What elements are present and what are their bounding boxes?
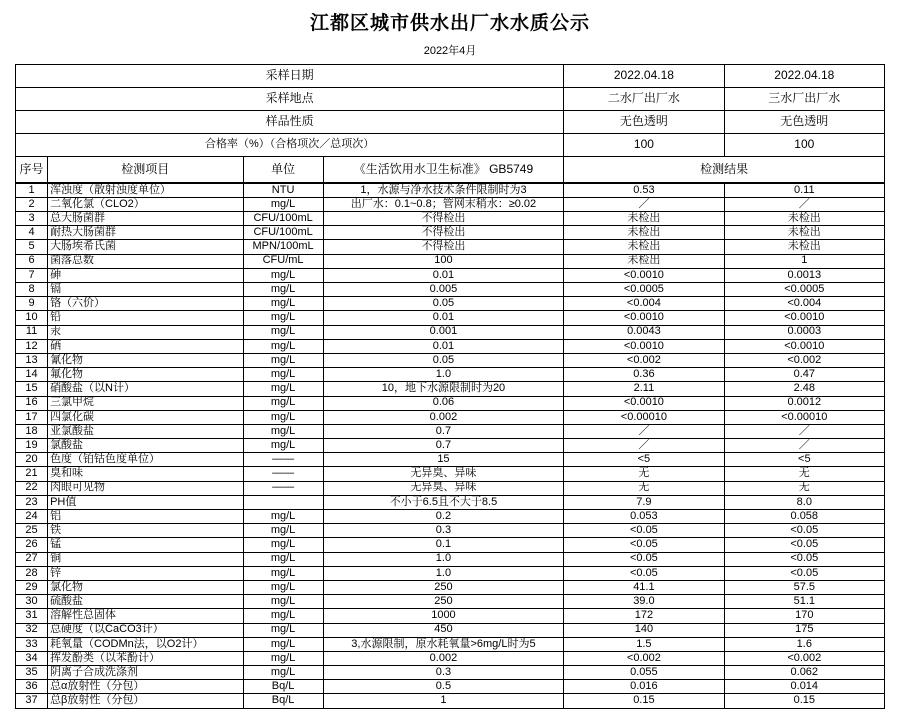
cell-result-plant3: ／ [724,439,884,453]
cell-result-plant2: 140 [564,623,724,637]
cell-item: 总大肠菌群 [48,212,243,226]
table-row [16,212,885,226]
cell-standard: 10，地下水源限制时为20 [323,382,564,396]
cell-item: 四氯化碳 [48,410,243,424]
cell-unit: mg/L [243,580,323,594]
table-body [16,64,885,182]
cell-index: 24 [16,510,48,524]
cell-result-plant3: 0.11 [724,183,884,197]
cell-standard: 0.3 [323,666,564,680]
cell-result-plant3: <0.00010 [724,410,884,424]
cell-index: 3 [16,212,48,226]
cell-result-plant2: 未检出 [564,254,724,268]
column-header-item: 检测项目 [48,156,243,182]
cell-result-plant2: <0.05 [564,552,724,566]
cell-standard: 15 [323,453,564,467]
cell-index: 30 [16,595,48,609]
cell-result-plant3: ／ [724,197,884,211]
cell-unit: mg/L [243,311,323,325]
cell-unit: mg/L [243,410,323,424]
cell-unit: mg/L [243,197,323,211]
cell-standard: 0.05 [323,297,564,311]
cell-item: 硫酸盐 [48,595,243,609]
cell-result-plant3: <0.0010 [724,339,884,353]
table-row [16,226,885,240]
cell-result-plant2: 2.11 [564,382,724,396]
cell-result-plant3: <0.05 [724,538,884,552]
cell-result-plant3: <0.05 [724,552,884,566]
cell-item: 总α放射性（分包） [48,680,243,694]
header-value-plant2: 无色透明 [564,110,724,133]
cell-item: 三氯甲烷 [48,396,243,410]
header-value-plant2: 100 [564,133,724,156]
cell-unit: mg/L [243,552,323,566]
cell-result-plant3: 57.5 [724,580,884,594]
cell-item: 硒 [48,339,243,353]
cell-index: 19 [16,439,48,453]
cell-index: 22 [16,481,48,495]
cell-standard: 100 [323,254,564,268]
cell-index: 29 [16,580,48,594]
cell-standard: 0.2 [323,510,564,524]
table-row [16,609,885,623]
cell-result-plant2: ／ [564,439,724,453]
cell-item: 铬（六价） [48,297,243,311]
header-row-sampling-date [16,64,885,87]
table-row [16,283,885,297]
cell-index: 1 [16,183,48,197]
cell-result-plant3: 0.15 [724,694,884,708]
cell-unit: mg/L [243,623,323,637]
cell-standard: 250 [323,595,564,609]
cell-index: 12 [16,339,48,353]
cell-standard: 3,水源限制，原水耗氧量>6mg/L时为5 [323,637,564,651]
cell-index: 35 [16,666,48,680]
cell-unit: mg/L [243,283,323,297]
cell-item: 氰化物 [48,353,243,367]
header-row-pass-rate [16,133,885,156]
cell-unit: MPN/100mL [243,240,323,254]
cell-result-plant2: 7.9 [564,495,724,509]
cell-unit: mg/L [243,524,323,538]
cell-result-plant3: 无 [724,481,884,495]
cell-index: 17 [16,410,48,424]
cell-index: 15 [16,382,48,396]
cell-standard: 0.3 [323,524,564,538]
cell-item: 二氧化氯（CLO2） [48,197,243,211]
cell-item: 锰 [48,538,243,552]
cell-result-plant2: 0.016 [564,680,724,694]
cell-result-plant3: 8.0 [724,495,884,509]
cell-item: 铝 [48,510,243,524]
cell-standard: 0.5 [323,680,564,694]
cell-unit: mg/L [243,637,323,651]
cell-unit: —— [243,453,323,467]
cell-result-plant2: 41.1 [564,580,724,594]
table-row [16,623,885,637]
header-label: 样品性质 [16,110,564,133]
table-row [16,552,885,566]
table-row [16,368,885,382]
cell-unit: mg/L [243,510,323,524]
cell-result-plant2: 0.053 [564,510,724,524]
cell-result-plant2: 0.0043 [564,325,724,339]
cell-result-plant3: 0.0012 [724,396,884,410]
cell-result-plant3: 1 [724,254,884,268]
cell-result-plant2: <0.002 [564,651,724,665]
cell-result-plant3: <5 [724,453,884,467]
cell-standard: 不得检出 [323,240,564,254]
cell-index: 20 [16,453,48,467]
header-row-sampling-location [16,87,885,110]
cell-unit: mg/L [243,595,323,609]
cell-item: 大肠埃希氏菌 [48,240,243,254]
cell-standard: 0.002 [323,651,564,665]
cell-index: 18 [16,424,48,438]
table-row [16,410,885,424]
cell-index: 23 [16,495,48,509]
cell-result-plant3: 0.47 [724,368,884,382]
cell-unit: —— [243,467,323,481]
cell-standard: 1，水源与净水技术条件限制时为3 [323,183,564,197]
cell-result-plant2: 1.5 [564,637,724,651]
cell-item: 氟化物 [48,368,243,382]
cell-standard: 0.01 [323,311,564,325]
cell-index: 13 [16,353,48,367]
cell-item: 臭和味 [48,467,243,481]
cell-standard: 1.0 [323,566,564,580]
cell-unit: mg/L [243,439,323,453]
table-row [16,183,885,197]
cell-result-plant3: 未检出 [724,212,884,226]
cell-result-plant2: 无 [564,467,724,481]
cell-standard: 0.002 [323,410,564,424]
cell-standard: 不得检出 [323,226,564,240]
cell-result-plant2: <0.05 [564,566,724,580]
cell-item: PH值 [48,495,243,509]
header-label: 合格率（%）（合格项次／总项次） [16,133,564,156]
table-row [16,637,885,651]
cell-result-plant2: 0.15 [564,694,724,708]
column-header-standard: 《生活饮用水卫生标准》 GB5749 [323,156,564,182]
table-row [16,424,885,438]
cell-index: 10 [16,311,48,325]
cell-standard: 0.05 [323,353,564,367]
cell-item: 砷 [48,268,243,282]
cell-unit: mg/L [243,382,323,396]
cell-unit: mg/L [243,396,323,410]
table-row [16,268,885,282]
cell-item: 阴离子合成洗涤剂 [48,666,243,680]
cell-item: 锌 [48,566,243,580]
table-row [16,382,885,396]
cell-unit: CFU/mL [243,254,323,268]
cell-result-plant3: 170 [724,609,884,623]
cell-result-plant2: <0.05 [564,538,724,552]
cell-item: 氯酸盐 [48,439,243,453]
cell-item: 硝酸盐（以N计） [48,382,243,396]
cell-unit [243,495,323,509]
cell-result-plant2: ／ [564,197,724,211]
water-quality-table [15,64,885,183]
header-value-plant2: 二水厂出厂水 [564,87,724,110]
cell-standard: 0.06 [323,396,564,410]
cell-item: 耗氧量（CODMn法，以O2计） [48,637,243,651]
cell-result-plant2: 未检出 [564,240,724,254]
header-label: 采样地点 [16,87,564,110]
cell-unit: Bq/L [243,680,323,694]
table-row [16,495,885,509]
table-row [16,240,885,254]
cell-item: 菌落总数 [48,254,243,268]
cell-index: 26 [16,538,48,552]
cell-unit: mg/L [243,339,323,353]
cell-result-plant3: <0.002 [724,651,884,665]
cell-unit: mg/L [243,538,323,552]
cell-unit: CFU/100mL [243,212,323,226]
cell-result-plant2: <0.002 [564,353,724,367]
cell-result-plant2: 0.53 [564,183,724,197]
cell-result-plant3: 0.014 [724,680,884,694]
table-row [16,325,885,339]
cell-standard: 出厂水：0.1~0.8；管网末稍水：≥0.02 [323,197,564,211]
table-row [16,297,885,311]
cell-standard: 无异臭、异味 [323,467,564,481]
cell-index: 33 [16,637,48,651]
column-header-index: 序号 [16,156,48,182]
table-row [16,680,885,694]
column-header-row [16,156,885,182]
cell-index: 8 [16,283,48,297]
cell-standard: 0.005 [323,283,564,297]
cell-index: 16 [16,396,48,410]
table-row [16,396,885,410]
cell-result-plant2: 未检出 [564,226,724,240]
cell-index: 6 [16,254,48,268]
data-rows-body [16,183,885,708]
cell-unit: mg/L [243,609,323,623]
cell-standard: 0.7 [323,439,564,453]
table-row [16,439,885,453]
cell-item: 总硬度（以CaCO3计） [48,623,243,637]
cell-standard: 0.1 [323,538,564,552]
cell-item: 挥发酚类（以苯酚计） [48,651,243,665]
cell-result-plant3: <0.004 [724,297,884,311]
cell-result-plant3: 0.0013 [724,268,884,282]
cell-result-plant3: 2.48 [724,382,884,396]
table-row [16,580,885,594]
table-row [16,453,885,467]
cell-index: 31 [16,609,48,623]
cell-index: 21 [16,467,48,481]
table-row [16,339,885,353]
table-row [16,467,885,481]
cell-result-plant2: 无 [564,481,724,495]
cell-index: 34 [16,651,48,665]
cell-index: 4 [16,226,48,240]
cell-standard: 1.0 [323,368,564,382]
cell-unit: CFU/100mL [243,226,323,240]
cell-item: 亚氯酸盐 [48,424,243,438]
cell-result-plant3: ／ [724,424,884,438]
cell-standard: 1 [323,694,564,708]
table-row [16,666,885,680]
cell-index: 27 [16,552,48,566]
cell-unit: —— [243,481,323,495]
table-row [16,481,885,495]
cell-result-plant2: <5 [564,453,724,467]
cell-result-plant2: <0.0010 [564,339,724,353]
table-row [16,510,885,524]
cell-item: 总β放射性（分包） [48,694,243,708]
cell-result-plant2: 0.055 [564,666,724,680]
cell-result-plant3: 未检出 [724,240,884,254]
cell-unit: mg/L [243,424,323,438]
table-row [16,595,885,609]
cell-unit: mg/L [243,566,323,580]
cell-index: 36 [16,680,48,694]
cell-standard: 0.01 [323,268,564,282]
table-row [16,353,885,367]
cell-item: 耐热大肠菌群 [48,226,243,240]
cell-index: 37 [16,694,48,708]
column-header-result: 检测结果 [564,156,885,182]
cell-index: 9 [16,297,48,311]
cell-item: 汞 [48,325,243,339]
cell-result-plant3: <0.05 [724,524,884,538]
cell-index: 28 [16,566,48,580]
cell-result-plant3: 175 [724,623,884,637]
header-row-sample-nature [16,110,885,133]
cell-item: 铜 [48,552,243,566]
cell-result-plant3: 0.058 [724,510,884,524]
header-value-plant3: 三水厂出厂水 [724,87,884,110]
cell-unit: mg/L [243,666,323,680]
cell-unit: Bq/L [243,694,323,708]
cell-standard: 450 [323,623,564,637]
cell-result-plant2: <0.0010 [564,396,724,410]
table-row [16,694,885,708]
cell-unit: mg/L [243,651,323,665]
cell-result-plant2: <0.05 [564,524,724,538]
cell-item: 铅 [48,311,243,325]
cell-standard: 无异臭、异味 [323,481,564,495]
header-value-plant3: 100 [724,133,884,156]
cell-result-plant3: <0.0010 [724,311,884,325]
cell-result-plant2: 未检出 [564,212,724,226]
cell-result-plant3: 未检出 [724,226,884,240]
cell-result-plant2: <0.0010 [564,311,724,325]
header-value-plant2: 2022.04.18 [564,64,724,87]
cell-result-plant3: 1.6 [724,637,884,651]
cell-unit: mg/L [243,325,323,339]
cell-standard: 250 [323,580,564,594]
header-value-plant3: 无色透明 [724,110,884,133]
page-subtitle: 2022年4月 [423,44,477,57]
cell-item: 铁 [48,524,243,538]
table-row [16,566,885,580]
cell-item: 色度（铂钴色度单位） [48,453,243,467]
cell-standard: 1000 [323,609,564,623]
cell-standard: 0.001 [323,325,564,339]
cell-result-plant3: 0.0003 [724,325,884,339]
cell-index: 11 [16,325,48,339]
cell-item: 肉眼可见物 [48,481,243,495]
cell-index: 7 [16,268,48,282]
table-row [16,197,885,211]
cell-index: 5 [16,240,48,254]
cell-index: 32 [16,623,48,637]
cell-standard: 0.01 [323,339,564,353]
table-row [16,311,885,325]
cell-unit: mg/L [243,368,323,382]
cell-index: 14 [16,368,48,382]
header-value-plant3: 2022.04.18 [724,64,884,87]
cell-item: 镉 [48,283,243,297]
cell-result-plant3: 无 [724,467,884,481]
cell-result-plant2: 172 [564,609,724,623]
cell-result-plant3: <0.0005 [724,283,884,297]
cell-result-plant3: 51.1 [724,595,884,609]
cell-result-plant2: ／ [564,424,724,438]
cell-result-plant2: <0.0005 [564,283,724,297]
cell-standard: 不小于6.5且不大于8.5 [323,495,564,509]
cell-result-plant3: <0.002 [724,353,884,367]
cell-unit: mg/L [243,268,323,282]
cell-result-plant3: 0.062 [724,666,884,680]
cell-result-plant3: <0.05 [724,566,884,580]
cell-standard: 0.7 [323,424,564,438]
cell-result-plant2: 39.0 [564,595,724,609]
cell-standard: 不得检出 [323,212,564,226]
cell-standard: 1.0 [323,552,564,566]
table-row [16,651,885,665]
cell-index: 25 [16,524,48,538]
cell-result-plant2: <0.0010 [564,268,724,282]
cell-unit: mg/L [243,297,323,311]
cell-item: 溶解性总固体 [48,609,243,623]
cell-item: 氯化物 [48,580,243,594]
cell-result-plant2: <0.00010 [564,410,724,424]
header-label: 采样日期 [16,64,564,87]
cell-unit: mg/L [243,353,323,367]
cell-unit: NTU [243,183,323,197]
cell-item: 浑浊度（散射浊度单位） [48,183,243,197]
table-row [16,524,885,538]
table-row [16,254,885,268]
page-title: 江都区城市供水出厂水水质公示 [309,13,590,34]
water-quality-data-table [15,183,885,709]
cell-index: 2 [16,197,48,211]
cell-result-plant2: 0.36 [564,368,724,382]
table-row [16,538,885,552]
cell-result-plant2: <0.004 [564,297,724,311]
column-header-unit: 单位 [243,156,323,182]
